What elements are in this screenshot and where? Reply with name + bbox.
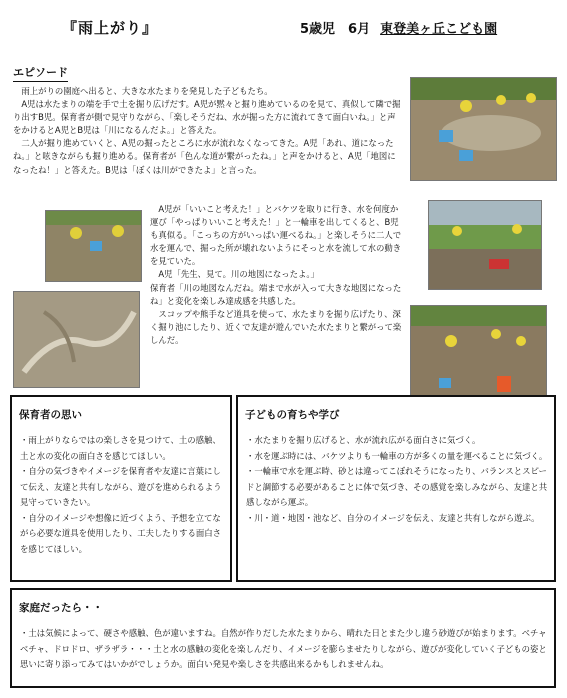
at-home-box [10,588,556,688]
photo-children-with-wheelbarrow [428,200,542,290]
list-item: ・水を運ぶ時には、バケツよりも一輪車の方が多くの量を運べることに気づく。 [246,450,548,461]
list-item: ・自分の気づきやイメージを保育者や友達に言葉にして伝え、友達と共有しながら、遊びを進められるよう見守っていきたい。 [20,466,222,507]
episode-paragraph: 二人が掘り進めていくと、A児の掘ったところに水が流れなくなってきた。A児「あれ、道になったね。」と呟きながらも掘り進める。保育者が「色んな道が繋がったね。」と声をかけると、A児「地図になったね！」と答えた。B児は「ぼくは川ができたよ」と言った。 [13,138,396,175]
photo-group-digging [410,305,547,407]
growth-learning-box [236,395,556,582]
list-item: ・一輪車で水を運ぶ時、砂とは違ってこぼれそうになったり、バランスとスピードと調節する必要があることに体で気づき、その感覚を楽しみながら、友達と共感しながら運ぶ。 [246,466,548,507]
age-month: 5歳児 6月 [300,22,371,37]
teacher-thoughts-title: 保育者の思い [19,409,82,421]
photo-river-map-in-sand [13,291,140,388]
school-name: 東登美ヶ丘こども園 [380,22,498,37]
episode-label: エピソード [13,64,68,82]
episode-paragraph: A児は水たまりの端を手で土を掘り広げだす。A児が黙々と掘り進めているのを見て、真似して隣で掘り出すB児。保育者が側で見守りながら、「楽しそうだね、水が掘った方に流れてきて面白いね。」と声をかけるとA児とB児は「川になるんだよ。」と答えた。 [13,99,401,136]
episode-text-1 [13,85,403,177]
teacher-thoughts-list [20,433,225,557]
episode-paragraph: A児「先生、見て。川の地図になったよ。」 [158,269,319,280]
list-item: ・水たまりを掘り広げると、水が流れ広がる面白さに気づく。 [246,435,481,445]
growth-learning-title: 子どもの育ちや学び [245,409,340,421]
page-title: 『雨上がり』 [62,19,159,37]
episode-paragraph: スコップや熊手など道具を使って、水たまりを掘り広げたり、深く掘り池にしたり、近くで友達が遊んでいた水たまりと繋がって楽しんだ。 [150,308,402,345]
at-home-text: ・土は気候によって、硬さや感触、色が違いますね。自然が作りだした水たまりから、晴れた日とまた少し違う砂遊びが始まります。ベチャベチャ、ドロドロ、ザラザラ・・・土と水の感触の変化を楽しんだり、イメージを膨らませたりしながら、遊びが変化していく子どもの姿と思いに寄り添ってみてはいかがでしょうか。面白い発見や楽しさを共感出来るかもしれませんね。 [20,628,547,669]
episode-paragraph: 保育者「川の地図なんだね。端まで水が入って大きな地図になったね」と変化を楽しみ達成感を共感した。 [150,282,402,306]
growth-learning-list [246,433,548,526]
list-item: ・川・道・地図・池など、自分のイメージを伝え、友達と共有しながら遊ぶ。 [246,512,540,523]
episode-paragraph: 雨上がりの園庭へ出ると、大きな水たまりを発見した子どもたち。 [21,86,273,96]
episode-paragraph: A児が「いいこと考えた！」とバケツを取りに行き、水を何度か運び「やっぱりいいこと考えた！」と一輪車を出してくると、B児も真似る。「こっちの方がいっぱい運べるね。」と楽しそうに二人で水を運んで、掘った所が壊れないようにそっと水を流して水の動きを見ていた。 [150,204,402,267]
teacher-thoughts-box [10,395,232,582]
photo-children-digging-puddle [410,77,557,181]
list-item: ・自分のイメージや想像に近づくよう、予想を立てながら必要な道具を使用したり、工夫したりする面白さを感じてほしい。 [20,512,221,554]
class-info [300,18,497,37]
episode-text-2 [150,203,405,347]
at-home-title: 家庭だったら・・ [19,602,103,614]
photo-children-with-buckets [45,210,142,282]
list-item: ・雨上がりならではの楽しさを見つけて、土の感触、土と水の変化の面白さを感じてほしい。 [20,435,221,461]
